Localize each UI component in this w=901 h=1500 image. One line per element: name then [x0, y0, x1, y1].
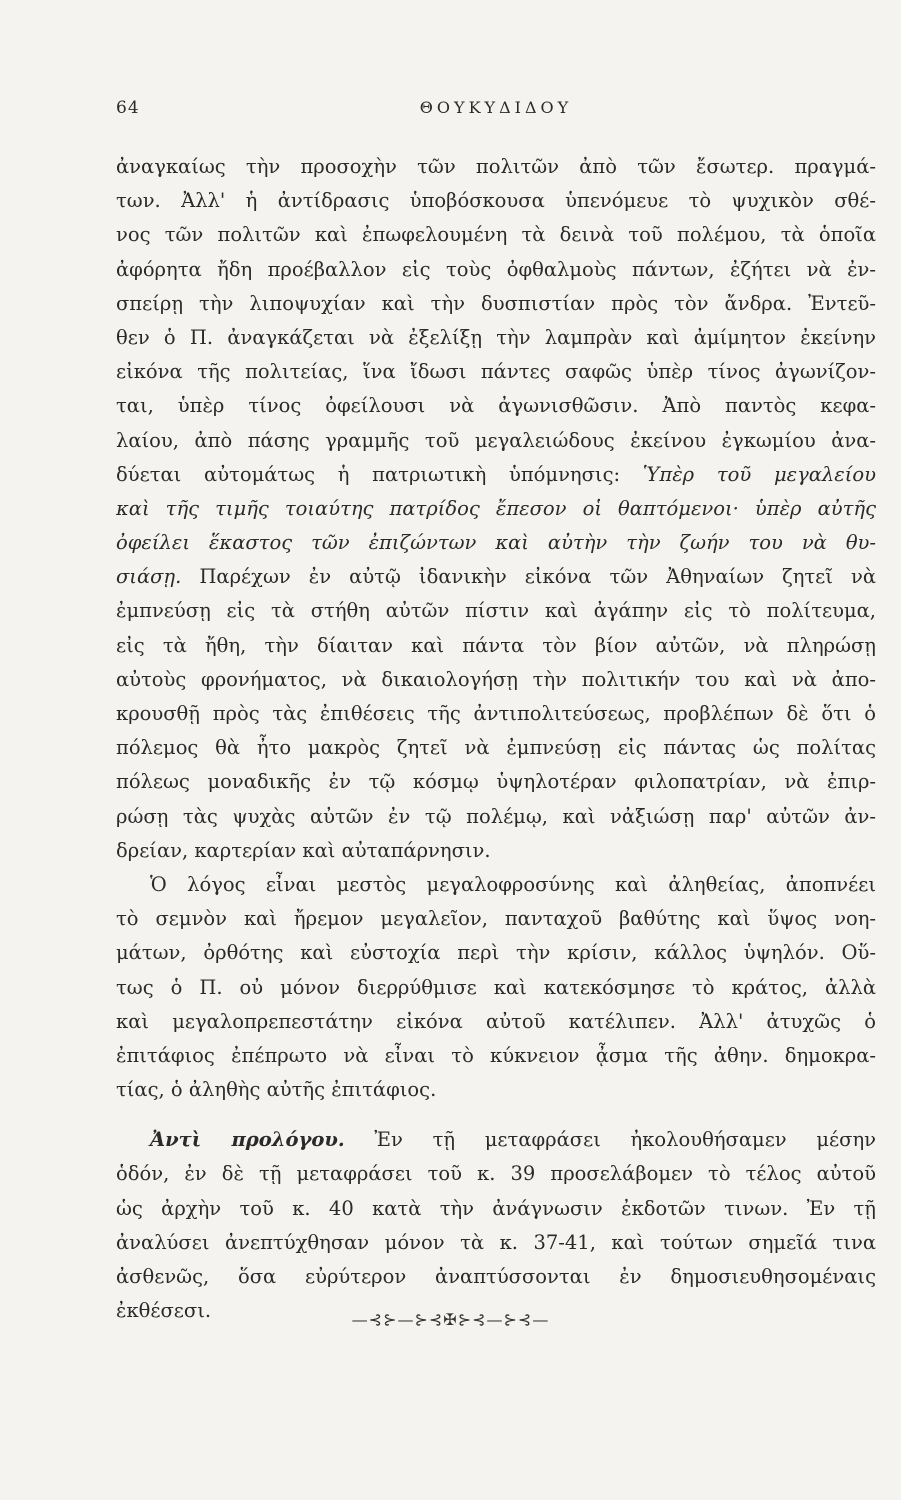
text-line: ἐμπνεύσῃ εἰς τὰ στήθη αὐτῶν πίστιν καὶ ἀγάπην εἰς τὸ πολίτευμα, [116, 599, 876, 623]
paragraph-3 [116, 1123, 876, 1328]
text-segment: δύεται αὐτομάτως ἡ πατριωτικὴ ὑπόμνησις: [116, 462, 621, 486]
text-line: νος τῶν πολιτῶν καὶ ἐπωφελουμένη τὰ δεινὰ τοῦ πολέμου, τὰ ὁποῖα [116, 223, 876, 247]
text-line: ἀναλύσει ἀνεπτύχθησαν μόνον τὰ κ. 37-41, καὶ τούτων σημεῖά τινα [116, 1230, 876, 1254]
ornament-divider: —⊰⊱—⊱⊰✠⊱⊰—⊱⊰— [351, 1310, 550, 1329]
body-text [116, 150, 876, 1328]
text-line: καὶ μεγαλοπρεπεστάτην εἰκόνα αὐτοῦ κατέλιπεν. Ἀλλ' ἀτυχῶς ὁ [116, 1009, 876, 1033]
page-number: 64 [116, 98, 140, 118]
text-segment: Παρέχων ἐν αὐτῷ ἰδανικὴν εἰκόνα τῶν Ἀθηναίων ζητεῖ νὰ [199, 565, 876, 589]
text-line-with-quote [116, 560, 876, 594]
text-line: λαίου, ἀπὸ πάσης γραμμῆς τοῦ μεγαλειώδους ἐκείνου ἐγκωμίου ἀνα- [116, 428, 876, 452]
text-line: πόλεως μοναδικῆς ἐν τῷ κόσμῳ ὑψηλοτέραν φιλοπατρίαν, νὰ ἐπιρ- [116, 770, 876, 794]
text-line: ἐπιτάφιος ἐπέπρωτο νὰ εἶναι τὸ κύκνειον ᾆσμα τῆς ἀθην. δημοκρα- [116, 1043, 876, 1067]
paragraph-2 [116, 868, 876, 1107]
text-line: ὡς ἀρχὴν τοῦ κ. 40 κατὰ τὴν ἀνάγνωσιν ἐκδοτῶν τινων. Ἐν τῇ [116, 1196, 876, 1220]
quote-line: καὶ τῆς τιμῆς τοιαύτης πατρίδος ἔπεσον οἱ θαπτόμενοι· ὑπὲρ αὐτῆς [116, 496, 876, 520]
text-line: τὸ σεμνὸν καὶ ἤρεμον μεγαλεῖον, πανταχοῦ βαθύτης καὶ ὕψος νοη- [116, 907, 876, 931]
text-line: τως ὁ Π. οὐ μόνον διερρύθμισε καὶ κατεκόσμησε τὸ κράτος, ἀλλὰ [116, 975, 876, 999]
text-line: εἰκόνα τῆς πολιτείας, ἵνα ἴδωσι πάντες σαφῶς ὑπὲρ τίνος ἀγωνίζον- [116, 360, 876, 384]
text-line: εἰς τὰ ἤθη, τὴν δίαιταν καὶ πάντα τὸν βίον αὐτῶν, νὰ πληρώσῃ [116, 633, 876, 657]
text-line: κρουσθῇ πρὸς τὰς ἐπιθέσεις τῆς ἀντιπολιτεύσεως, προβλέπων δὲ ὅτι ὁ [116, 702, 876, 725]
text-line: θεν ὁ Π. ἀναγκάζεται νὰ ἐξελίξῃ τὴν λαμπρὰν καὶ ἀμίμητον ἐκείνην [116, 325, 876, 349]
quote-segment: Ὑπὲρ τοῦ μεγαλείου [642, 462, 876, 486]
text-segment: Ἐν τῇ μεταφράσει ἠκολουθήσαμεν μέσην [374, 1128, 876, 1152]
quote-segment: σιάσῃ. [116, 565, 182, 589]
quote-line: ὀφείλει ἕκαστος τῶν ἐπιζώντων καὶ αὐτὴν τὴν ζωήν του νὰ θυ- [116, 531, 876, 555]
paragraph-1 [116, 150, 876, 868]
text-line-with-quote [116, 458, 876, 492]
text-line: δρείαν, καρτερίαν καὶ αὐταπάρνησιν. [116, 838, 491, 862]
text-line: ὁδόν, ἐν δὲ τῇ μεταφράσει τοῦ κ. 39 προσελάβομεν τὸ τέλος αὐτοῦ [116, 1162, 876, 1186]
text-line: τίας, ὁ ἀληθὴς αὐτῆς ἐπιτάφιος. [116, 1078, 437, 1102]
text-line: πόλεμος θὰ ἦτο μακρὸς ζητεῖ νὰ ἐμπνεύσῃ εἰς πάντας ὡς πολίτας [116, 736, 876, 760]
text-line: ἀσθενῶς, ὅσα εὐρύτερον ἀναπτύσσονται ἐν δημοσιευθησομέναις [116, 1265, 876, 1288]
text-line: ἀφόρητα ἤδη προέβαλλον εἰς τοὺς ὀφθαλμοὺς πάντων, ἐζήτει νὰ ἐν- [116, 257, 876, 281]
text-line: ἐκθέσεσι. [116, 1299, 212, 1323]
text-line: σπείρῃ τὴν λιποψυχίαν καὶ τὴν δυσπιστίαν πρὸς τὸν ἄνδρα. Ἐντεῦ- [116, 291, 876, 315]
text-line: μάτων, ὀρθότης καὶ εὐστοχία περὶ τὴν κρίσιν, κάλλος ὑψηλόν. Οὕ- [116, 941, 876, 965]
text-line: ται, ὑπὲρ τίνος ὀφείλουσι νὰ ἀγωνισθῶσιν. Ἀπὸ παντὸς κεφα- [116, 394, 876, 418]
text-line: ἀναγκαίως τὴν προσοχὴν τῶν πολιτῶν ἀπὸ τῶν ἔσωτερ. πραγμά- [116, 155, 876, 178]
page-header [116, 98, 876, 128]
running-title: ΘΟΥΚΥΔΙΔΟΥ [419, 98, 573, 117]
text-line: αὐτοὺς φρονήματος, νὰ δικαιολογήσῃ τὴν πολιτικήν του καὶ νὰ ἀπο- [116, 667, 876, 691]
text-line: των. Ἀλλ' ἡ ἀντίδρασις ὑποβόσκουσα ὑπενόμευε τὸ ψυχικὸν σθέ- [116, 189, 876, 213]
text-line: ρώσῃ τὰς ψυχὰς αὐτῶν ἐν τῷ πολέμῳ, καὶ νἀξιώσῃ παρ' αὐτῶν ἀν- [116, 804, 876, 828]
text-line: Ὁ λόγος εἶναι μεστὸς μεγαλοφροσύνης καὶ ἀληθείας, ἀποπνέει [150, 872, 876, 896]
inline-heading: Ἀντὶ προλόγου. [150, 1128, 345, 1152]
text-line-with-heading [116, 1123, 876, 1157]
